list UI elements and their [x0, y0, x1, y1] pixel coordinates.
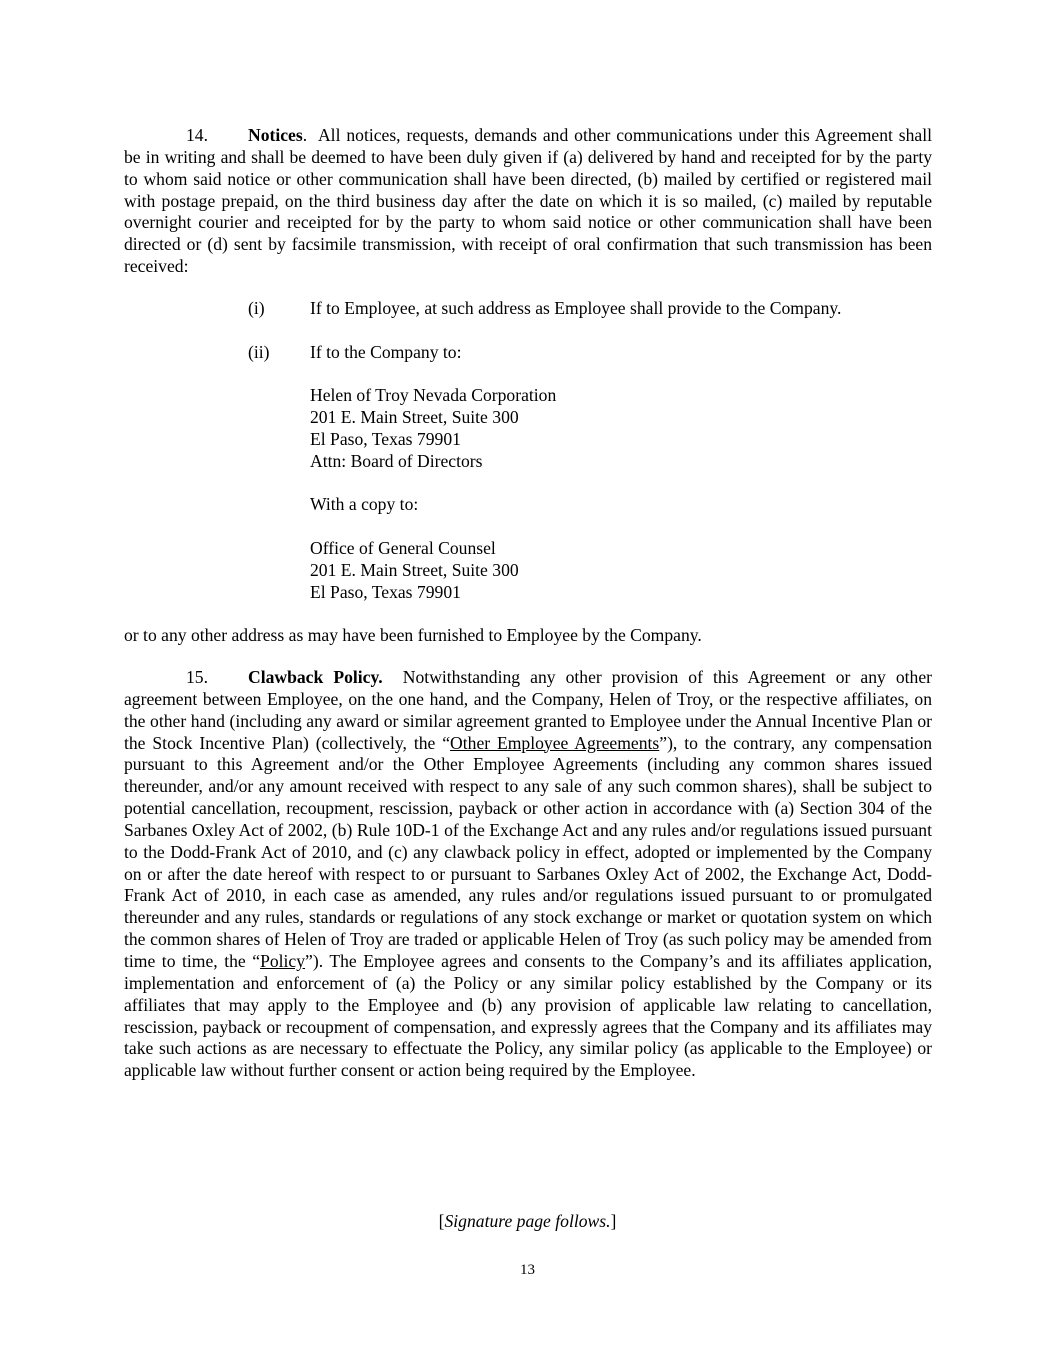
- signature-page-note: [0, 1211, 1055, 1233]
- address-line: 201 E. Main Street, Suite 300: [310, 559, 519, 580]
- section-15-heading: Clawback Policy.: [248, 667, 383, 687]
- section-15-body-part1: Notwithstanding any other provision of this Agreement or any other agreement between Employee, on the one hand, and the Company, Helen of Troy, or the respective affiliates, on the other hand (including any award or similar agreement granted to Employee under the Annual Incentive Plan or the Stock Incentive Plan) (collectively, the “: [124, 667, 933, 753]
- section-15-paragraph: [124, 667, 932, 1082]
- address-line: El Paso, Texas 79901: [310, 581, 461, 602]
- signature-note-text: Signature page follows.: [444, 1211, 611, 1231]
- section-15-number: 15.: [186, 667, 208, 687]
- address-line: Attn: Board of Directors: [310, 450, 483, 471]
- section-14-number: 14.: [186, 125, 208, 145]
- section-14-body: All notices, requests, demands and other communications under this Agreement shall be in writing and shall be deemed to have been duly given if (a) delivered by hand and receipted for by the party to whom said notice or other communication shall have been directed, (b) mailed by certified or registered mail with postage prepaid, on the third business day after the date on which it is so mailed, (c) mailed by reputable overnight courier and receipted for by the party to whom said notice or other communication shall have been directed or (d) sent by facsimile transmission, with receipt of oral confirmation that such transmission has been received:: [124, 125, 933, 277]
- section-15-body-part3: ”). The Employee agrees and consents to the Company’s and its affiliates application, implementation and enforcement of (a) the Policy or any similar policy established by the Company or its affiliates that may apply to the Employee and (b) any provision of applicable law relating to cancellation, rescission, payback or recoupment of compensation, and expressly agrees that the Company and its affiliates may take such actions as are necessary to effectuate the Policy, any similar policy (as applicable to the Employee) or applicable law without further consent or action being required by the Employee.: [124, 950, 932, 1081]
- signature-note-close-bracket: ]: [610, 1211, 617, 1231]
- item-i-marker: (i): [248, 298, 265, 318]
- item-ii-marker: (ii): [248, 342, 270, 362]
- item-ii-text: If to the Company to:: [310, 342, 462, 362]
- address-line: Office of General Counsel: [310, 538, 496, 558]
- item-i-text: If to Employee, at such address as Employee shall provide to the Company.: [310, 298, 842, 318]
- section-14-closing: or to any other address as may have been furnished to Employee by the Company.: [124, 625, 702, 645]
- copy-to-label: With a copy to:: [310, 494, 419, 514]
- section-14-heading-punctuation: .: [302, 125, 308, 145]
- address-line: 201 E. Main Street, Suite 300: [310, 406, 519, 427]
- address-line: Helen of Troy Nevada Corporation: [310, 385, 557, 405]
- defined-term-policy: Policy: [260, 950, 306, 971]
- signature-note-open-bracket: [: [438, 1211, 445, 1231]
- section-14-heading: Notices: [248, 125, 303, 145]
- section-14-paragraph: [124, 125, 932, 278]
- copy-address: [310, 538, 519, 604]
- company-address: [310, 385, 556, 472]
- address-line: El Paso, Texas 79901: [310, 428, 461, 449]
- page-number: 13: [520, 1262, 535, 1278]
- defined-term-other-employee-agreements: Other Employee Agreements: [450, 732, 660, 753]
- section-15-body-part2: ”), to the contrary, any compensation pursuant to this Agreement and/or the Other Employee Agreements (including any common shares issued thereunder, and/or any amount received with respect to any sale of any such common shares), shall be subject to potential cancellation, recoupment, rescission, payback or other action in accordance with (a) Section 304 of the Sarbanes Oxley Act of 2002, (b) Rule 10D-1 of the Exchange Act and any rules and/or regulations issued pursuant to the Dodd-Frank Act of 2010, and (c) any clawback policy in effect, adopted or implemented by the Company on or after the date hereof with respect to or pursuant to Sarbanes Oxley Act of 2002, the Exchange Act, Dodd-Frank Act of 2010, in each case as amended, any rules and/or regulations issued pursuant to or promulgated thereunder and any rules, standards or regulations of any stock exchange or market or quotation system on which the common shares of Helen of Troy are traded or applicable Helen of Troy (as such policy may be amended from time to time, the “: [124, 732, 932, 971]
